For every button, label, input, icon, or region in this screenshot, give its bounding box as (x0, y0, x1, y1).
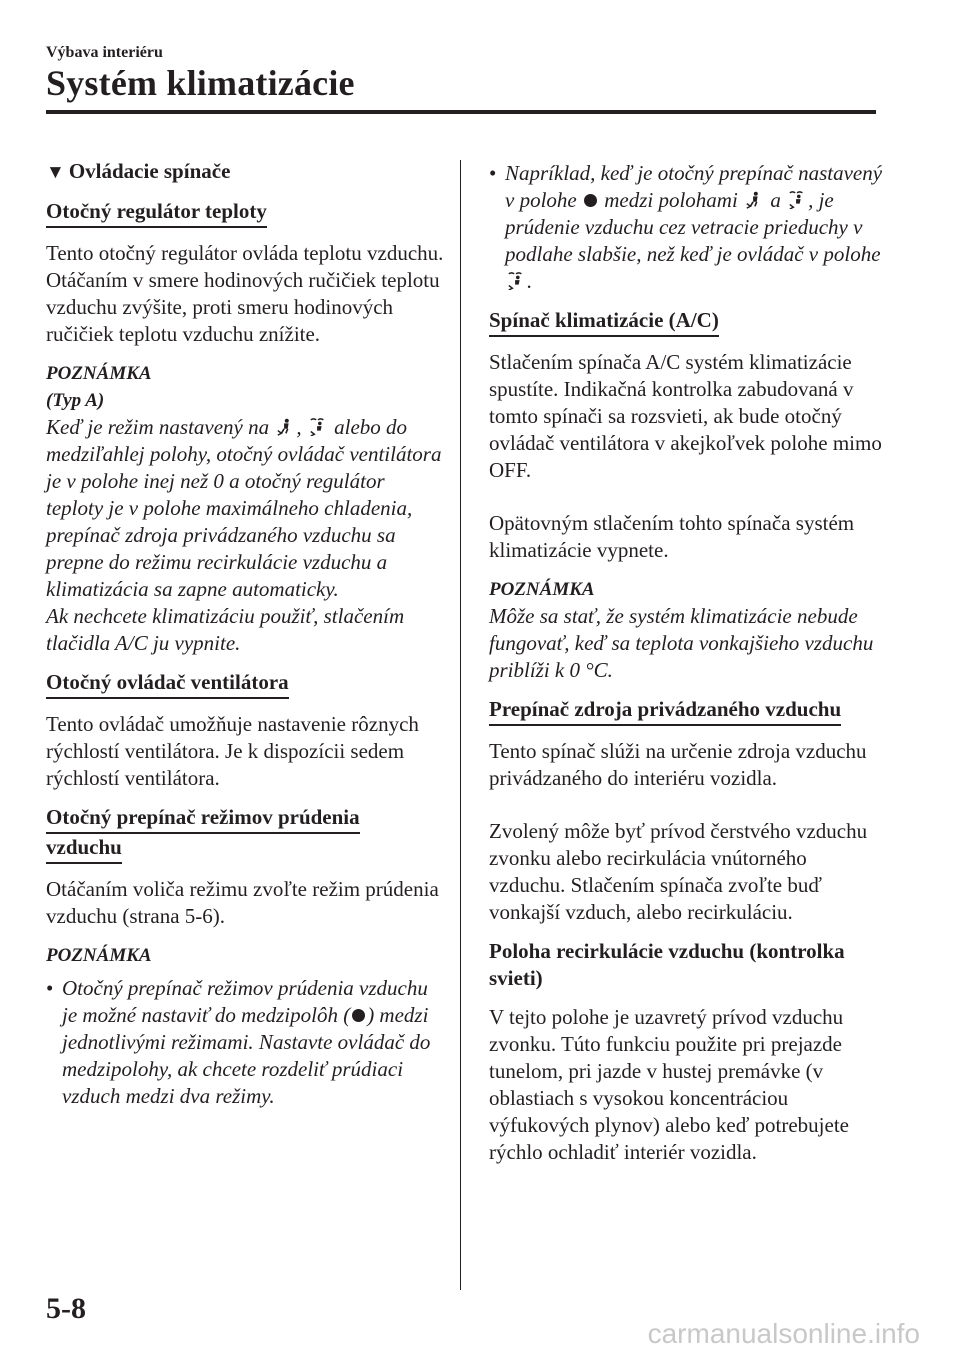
temp-note-comma: , (296, 415, 302, 439)
page-number: 5-8 (46, 1292, 86, 1325)
black-dot-icon (584, 194, 597, 207)
floor-mode-icon (745, 191, 763, 209)
example-text-a: Napríklad, keď je otočný prepínač nastavený v polohe (505, 161, 883, 212)
mode-heading-line2: vzduchu (46, 834, 122, 864)
example-bullet (489, 160, 884, 295)
section-title-text: Ovládacie spínače (68, 159, 231, 183)
mode-bullet-text-a: Otočný prepínač režimov prúdenia vzduchu je možné nastaviť do medzipolôh ( (62, 976, 428, 1027)
example-text-b: medzi polohami (604, 188, 738, 212)
mode-heading (46, 804, 446, 864)
bullet-icon: • (46, 976, 54, 1000)
header-rule (46, 110, 876, 114)
mode-bullet-text-b: ) medzi jednotlivými režimami. Nastavte ovládač do medzipolohy, ak chcete rozdeliť prúdiaci vzduch medzi dva režimy. (62, 1003, 431, 1108)
section-title (46, 158, 446, 186)
spacer (489, 804, 884, 818)
temp-body: Tento otočný regulátor ovláda teplotu vzduchu. Otáčaním v smere hodinových ručičiek teplotu vzduchu zvýšite, proti smeru hodinových ručičiek teplotu vzduchu znížite. (46, 241, 444, 346)
example-text-c: a (770, 188, 781, 212)
intake-body1: Tento spínač slúži na určenie zdroja vzduchu privádzaného do interiéru vozidla. (489, 739, 867, 790)
temp-heading: Otočný regulátor teploty (46, 198, 267, 228)
floor-defrost-mode-icon (507, 272, 525, 290)
example-text-e: . (527, 269, 533, 293)
mode-body: Otáčaním voliča režimu zvoľte režim prúdenia vzduchu (strana 5-6). (46, 877, 439, 928)
ac-heading: Spínač klimatizácie (A/C) (489, 307, 719, 337)
watermark: carmanualsonline.info (647, 1318, 920, 1349)
fan-heading: Otočný ovládač ventilátora (46, 669, 289, 699)
floor-mode-icon (276, 418, 294, 436)
spacer (489, 496, 884, 510)
ac-body2: Opätovným stlačením tohto spínača systém klimatizácie vypnete. (489, 511, 855, 562)
black-dot-icon (352, 1009, 365, 1022)
column-divider (460, 160, 461, 1290)
recirc-heading: Poloha recirkulácie vzduchu (kontrolka svieti) (489, 939, 845, 990)
intake-heading: Prepínač zdroja privádzaného vzduchu (489, 696, 841, 726)
temp-note-p1-text: Keď je režim nastavený na (46, 415, 270, 439)
ac-note: Môže sa stať, že systém klimatizácie nebude fungovať, keď sa teplota vonkajšieho vzduchu priblíži k 0 °C. (489, 604, 874, 682)
bullet-icon: • (489, 161, 497, 185)
temp-note-p1-rest: alebo do medziľahlej polohy, otočný ovládač ventilátora je v polohe inej než 0 a otočný regulátor teploty je v polohe maximálneho chladenia, prepínač zdroja privádzaného vzduchu sa prepne do režimu recirkulácie vzduchu a klimatizácia sa zapne automaticky. (46, 415, 442, 601)
recirc-body: V tejto polohe je uzavretý prívod vzduchu zvonku. Túto funkciu použite pri prejazde tunelom, pri jazde v hustej premávke (v oblastiach s vysokou koncentráciou výfukových plynov) alebo keď potrebujete rýchlo ochladiť interiér vozidla. (489, 1005, 849, 1164)
fan-body: Tento ovládač umožňuje nastavenie rôznych rýchlostí ventilátora. Je k dispozícii sedem rýchlostí ventilátora. (46, 712, 419, 790)
floor-defrost-mode-icon (788, 191, 806, 209)
mode-note-bullet (46, 975, 446, 1110)
right-column (489, 158, 884, 1178)
header-kicker: Výbava interiéru (46, 44, 163, 61)
page-title: Systém klimatizácie (46, 63, 355, 103)
mode-heading-line1: Otočný prepínač režimov prúdenia (46, 804, 360, 834)
temp-note-p2: Ak nechcete klimatizáciu použiť, stlačením tlačidla A/C ju vypnite. (46, 604, 405, 655)
left-column (46, 158, 446, 1122)
example-text-d: , je prúdenie vzduchu cez vetracie prieduchy v podlahe slabšie, než keď je ovládač v polohe (505, 188, 881, 266)
ac-note-label: POZNÁMKA (489, 579, 595, 600)
triangle-down-icon: ▼ (46, 162, 65, 183)
floor-defrost-mode-icon (309, 418, 327, 436)
temp-note-p1 (46, 414, 446, 603)
temp-note-sub: (Typ A) (46, 390, 105, 411)
temp-note-label: POZNÁMKA (46, 363, 152, 384)
mode-note-label: POZNÁMKA (46, 945, 152, 966)
ac-body1: Stlačením spínača A/C systém klimatizácie spustíte. Indikačná kontrolka zabudovaná v tomto spínači sa rozsvieti, ak bude otočný ovládač ventilátora v akejkoľvek polohe mimo OFF. (489, 350, 882, 482)
intake-body2: Zvolený môže byť prívod čerstvého vzduchu zvonku alebo recirkulácia vnútorného vzduchu. Stlačením spínača zvoľte buď vonkajší vzduch, alebo recirkuláciu. (489, 819, 868, 924)
